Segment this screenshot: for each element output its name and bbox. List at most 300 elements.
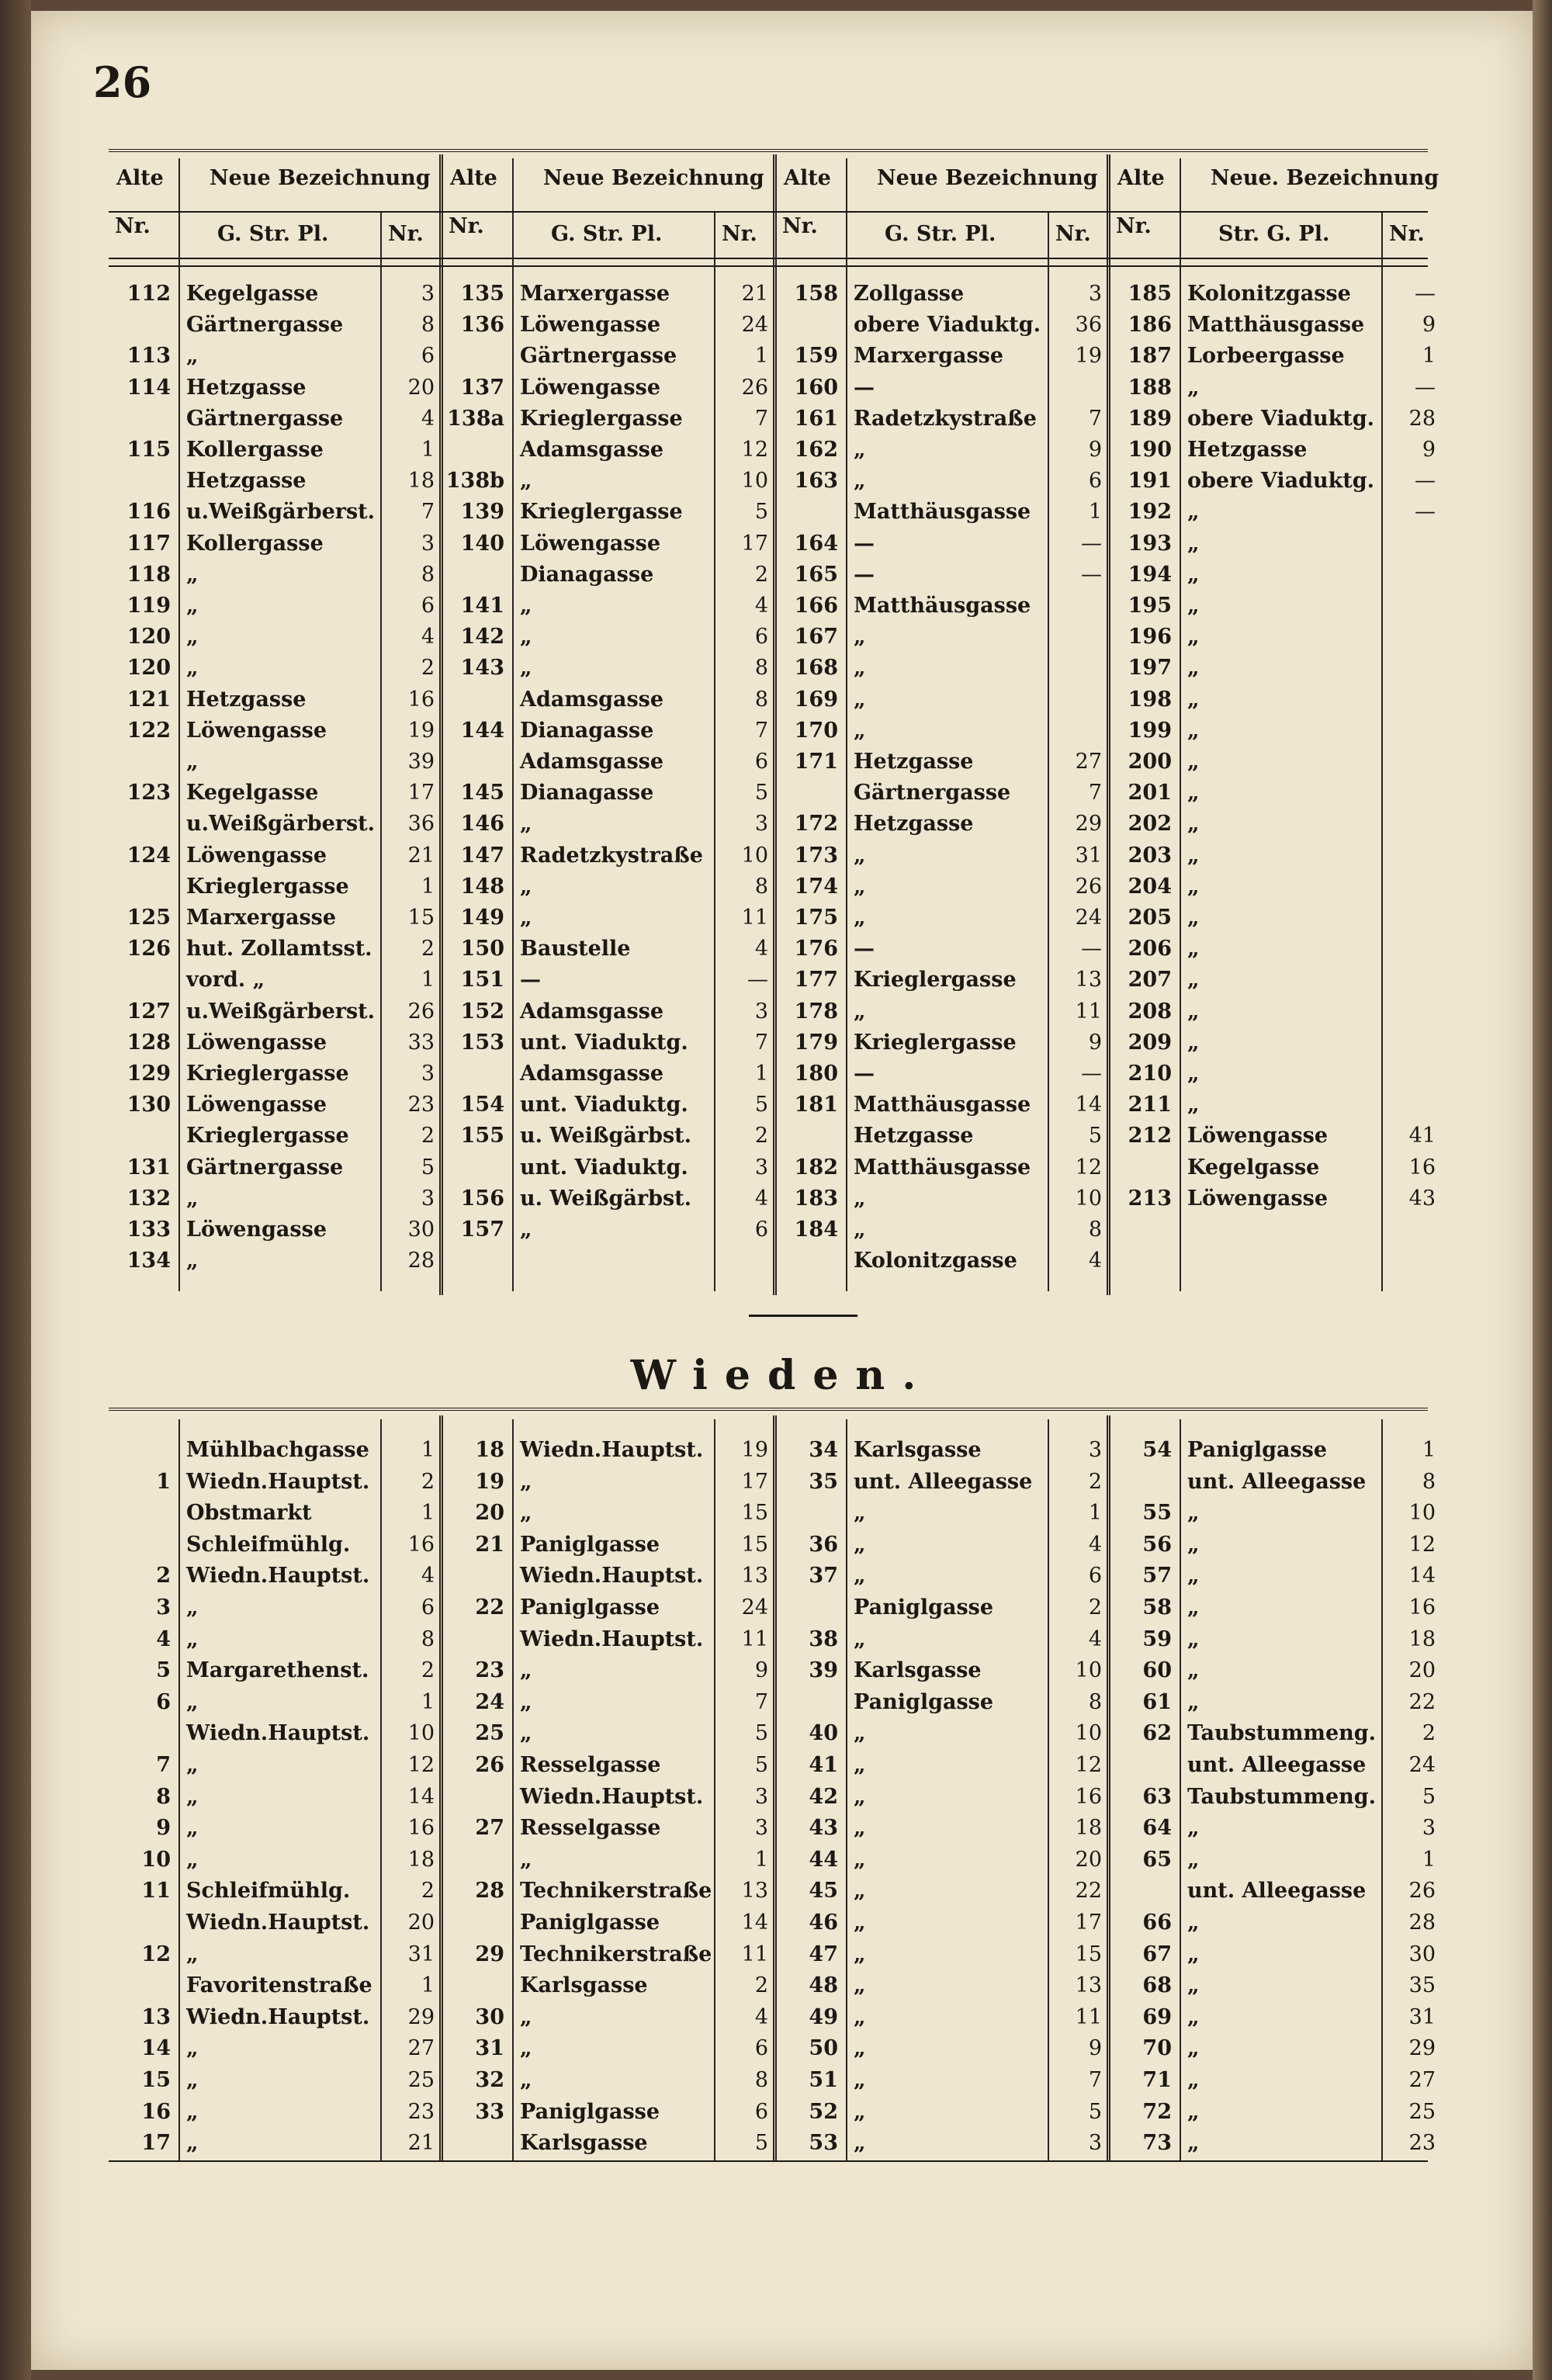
table-row: [442, 1058, 776, 1090]
new-number: 7: [754, 1030, 768, 1055]
street-name: „: [520, 1689, 532, 1714]
street-name: „: [520, 1847, 532, 1872]
new-number: 8: [1088, 1218, 1102, 1242]
new-number: 5: [1088, 1124, 1102, 1148]
street-name: hut. Zollamtsst.: [186, 937, 372, 961]
old-number: 43: [809, 1816, 838, 1841]
new-number: 6: [754, 2099, 768, 2124]
new-number: 19: [407, 718, 435, 743]
new-number: 11: [1075, 999, 1102, 1024]
table-row: [1110, 2097, 1443, 2128]
street-name: Krieglergasse: [186, 1062, 349, 1086]
old-number: 49: [809, 2004, 838, 2029]
table-row: [1110, 2128, 1443, 2159]
street-name: „: [186, 2131, 199, 2156]
street-name: „: [186, 562, 199, 587]
street-name: Paniglgasse: [520, 1595, 660, 1620]
street-name: Matthäusgasse: [854, 594, 1031, 618]
old-number: 199: [1128, 718, 1172, 743]
old-number: 41: [809, 1753, 838, 1777]
street-name: unt. Viaduktg.: [520, 1155, 688, 1180]
old-number: 14: [141, 2036, 171, 2061]
table-row: [442, 2128, 776, 2159]
table-row: [442, 1782, 776, 1813]
new-number: 10: [741, 843, 768, 868]
street-name: „: [1187, 999, 1200, 1024]
table-row: [776, 341, 1110, 372]
old-number: 178: [794, 999, 838, 1024]
new-number: 1: [1088, 1501, 1102, 1526]
old-number: 126: [126, 937, 171, 961]
street-name: „: [1187, 2004, 1200, 2029]
street-name: „: [854, 2036, 866, 2061]
old-number: 181: [794, 1093, 838, 1117]
table-row: [442, 1970, 776, 2001]
old-number: 138b: [445, 469, 504, 494]
table-row: [442, 871, 776, 902]
table-row: [442, 653, 776, 684]
street-name: u.Weißgärberst.: [186, 812, 376, 837]
new-number: 6: [754, 1218, 768, 1242]
new-number: 1: [421, 1501, 435, 1526]
street-name: „: [854, 1627, 866, 1651]
old-number: 115: [126, 438, 171, 462]
new-number: 1: [421, 968, 435, 993]
new-number: 2: [1422, 1721, 1436, 1746]
new-number: 6: [754, 625, 768, 650]
street-name: Paniglgasse: [854, 1595, 994, 1620]
new-number: 6: [1088, 1564, 1102, 1588]
table-row: [109, 372, 442, 404]
old-number: 194: [1128, 562, 1172, 587]
street-name: —: [854, 937, 875, 961]
street-name: „: [854, 2068, 866, 2092]
old-number: 40: [809, 1721, 838, 1746]
table-row: [776, 466, 1110, 497]
table-row: [109, 1845, 442, 1876]
table-row: [442, 1750, 776, 1781]
street-name: Paniglgasse: [1187, 1438, 1328, 1462]
street-name: „: [854, 2099, 866, 2124]
street-name: Wiedn.Hauptst.: [520, 1438, 704, 1462]
street-name: „: [1187, 2099, 1200, 2124]
new-number: 23: [407, 2099, 435, 2124]
new-number: 3: [421, 531, 435, 556]
old-number: 5: [156, 1658, 171, 1683]
table-row: [442, 2065, 776, 2096]
old-number: 169: [794, 687, 838, 712]
street-name: „: [854, 1847, 866, 1872]
street-name: „: [1187, 937, 1200, 961]
street-name: „: [1187, 812, 1200, 837]
street-name: Löwengasse: [520, 531, 660, 556]
table-row: [442, 622, 776, 653]
table-row: [1110, 1183, 1443, 1214]
street-name: „: [186, 2068, 199, 2092]
new-number: —: [1415, 469, 1436, 494]
old-number: 125: [126, 906, 171, 930]
table-row: [109, 1058, 442, 1090]
street-name: „: [1187, 968, 1200, 993]
table-row: [776, 715, 1110, 747]
old-number: 173: [794, 843, 838, 868]
table-row: [442, 1214, 776, 1245]
table-row: [109, 279, 442, 310]
street-name: Radetzkystraße: [854, 406, 1037, 431]
street-name: Karlsgasse: [854, 1438, 982, 1462]
table-row: [776, 1467, 1110, 1498]
table-row: [442, 497, 776, 528]
old-number: 143: [460, 656, 504, 681]
new-number: 1: [421, 1973, 435, 1998]
old-number: 10: [141, 1847, 171, 1872]
street-name: „: [1187, 1942, 1200, 1966]
header-neue: Neue Bezeichnung: [877, 166, 1098, 190]
street-name: „: [1187, 656, 1200, 681]
table-row: [776, 1624, 1110, 1655]
street-name: „: [1187, 375, 1200, 400]
street-name: „: [1187, 1973, 1200, 1998]
table-row: [776, 778, 1110, 809]
old-number: 119: [126, 594, 171, 618]
new-number: 8: [1088, 1689, 1102, 1714]
new-number: 3: [754, 999, 768, 1024]
old-number: 44: [809, 1847, 838, 1872]
table-row: [776, 1152, 1110, 1183]
street-name: Wiedn.Hauptst.: [186, 2004, 370, 2029]
old-number: 113: [126, 344, 171, 369]
new-number: 15: [741, 1501, 768, 1526]
table-row: [776, 684, 1110, 715]
street-name: —: [854, 562, 875, 587]
table-row: [1110, 279, 1443, 310]
table-row: [109, 1718, 442, 1749]
street-name: Krieglergasse: [186, 1124, 349, 1148]
new-number: 30: [407, 1218, 435, 1242]
table-row: [442, 528, 776, 559]
new-number: 25: [407, 2068, 435, 2092]
new-number: 3: [754, 1784, 768, 1809]
table-row: [109, 1592, 442, 1623]
street-name: „: [854, 1816, 866, 1841]
old-number: 170: [794, 718, 838, 743]
table-row: [442, 1907, 776, 1938]
street-name: „: [1187, 1658, 1200, 1683]
new-number: —: [1081, 937, 1102, 961]
table-row: [109, 559, 442, 591]
old-number: 28: [475, 1879, 504, 1904]
new-number: 20: [407, 375, 435, 400]
new-number: 10: [1408, 1501, 1436, 1526]
table-row: [776, 1813, 1110, 1844]
new-number: 3: [1088, 2131, 1102, 2156]
street-name: „: [1187, 531, 1200, 556]
table-row: [442, 1813, 776, 1844]
street-name: „: [854, 718, 866, 743]
new-number: 39: [407, 750, 435, 774]
street-name: Marxergasse: [520, 282, 670, 306]
street-name: „: [854, 1942, 866, 1966]
table-row: [776, 2002, 1110, 2033]
new-number: 7: [1088, 781, 1102, 805]
street-name: „: [854, 687, 866, 712]
table-row: [109, 1214, 442, 1245]
old-number: 18: [475, 1438, 504, 1462]
old-number: 47: [809, 1942, 838, 1966]
table-row: [776, 1121, 1110, 1152]
table-row: [442, 341, 776, 372]
old-number: 123: [126, 781, 171, 805]
table-row: [776, 747, 1110, 778]
old-number: 37: [809, 1564, 838, 1588]
old-number: 185: [1128, 282, 1172, 306]
new-number: 27: [1075, 750, 1102, 774]
old-number: 54: [1142, 1438, 1172, 1462]
table-row: [109, 1435, 442, 1466]
old-number: 150: [460, 937, 504, 961]
table-row: [1110, 840, 1443, 871]
new-number: 2: [754, 1124, 768, 1148]
old-number: 135: [460, 282, 504, 306]
street-name: Wiedn.Hauptst.: [186, 1564, 370, 1588]
header-neue: Neue. Bezeichnung: [1211, 166, 1439, 190]
street-name: „: [186, 1249, 199, 1273]
street-name: Hetzgasse: [854, 812, 974, 837]
old-number: 166: [794, 594, 838, 618]
old-number: 112: [126, 282, 171, 306]
street-name: Adamsgasse: [520, 438, 664, 462]
table-row: [776, 1970, 1110, 2001]
street-name: „: [1187, 718, 1200, 743]
new-number: 1: [421, 874, 435, 899]
new-number: 4: [1088, 1627, 1102, 1651]
new-number: 3: [754, 1155, 768, 1180]
old-number: 21: [475, 1532, 504, 1557]
table-row: [1110, 466, 1443, 497]
new-number: 26: [741, 375, 768, 400]
street-name: obere Viaduktg.: [854, 313, 1041, 338]
street-name: „: [854, 625, 866, 650]
street-name: „: [854, 469, 866, 494]
old-number: 70: [1142, 2036, 1172, 2061]
street-name: Hetzgasse: [186, 687, 307, 712]
street-name: Hetzgasse: [854, 1124, 974, 1148]
old-number: 130: [126, 1093, 171, 1117]
table-row: [1110, 2065, 1443, 2096]
new-number: 3: [421, 1186, 435, 1211]
street-name: „: [1187, 1093, 1200, 1117]
table-row: [442, 1655, 776, 1686]
old-number: 2: [156, 1564, 171, 1588]
street-name: u. Weißgärbst.: [520, 1186, 692, 1211]
new-number: —: [747, 968, 768, 993]
new-number: 11: [741, 1942, 768, 1966]
new-number: —: [1081, 1062, 1102, 1086]
street-name: „: [186, 344, 199, 369]
table-row: [442, 2097, 776, 2128]
old-number: 7: [156, 1753, 171, 1777]
table-row: [1110, 1876, 1443, 1907]
table-row: [776, 1845, 1110, 1876]
old-number: 201: [1128, 781, 1172, 805]
table-row: [109, 1183, 442, 1214]
new-number: 3: [1422, 1816, 1436, 1841]
street-name: „: [1187, 625, 1200, 650]
table-row: [776, 965, 1110, 996]
new-number: 19: [1075, 344, 1102, 369]
street-name: Matthäusgasse: [1187, 313, 1365, 338]
street-name: Adamsgasse: [520, 1062, 664, 1086]
table-row: [776, 1245, 1110, 1277]
new-number: 12: [1408, 1532, 1436, 1557]
new-number: 19: [741, 1438, 768, 1462]
new-number: 23: [1408, 2131, 1436, 2156]
old-number: 186: [1128, 313, 1172, 338]
table-row: [1110, 2002, 1443, 2033]
old-number: 147: [460, 843, 504, 868]
new-number: 9: [754, 1658, 768, 1683]
old-number: 133: [126, 1218, 171, 1242]
street-name: Marxergasse: [854, 344, 1004, 369]
table-row: [442, 747, 776, 778]
table-row: [109, 1530, 442, 1561]
table-row: [109, 466, 442, 497]
old-number: 207: [1128, 968, 1172, 993]
street-name: Zollgasse: [854, 282, 965, 306]
table-row: [109, 965, 442, 996]
table-row: [1110, 1907, 1443, 1938]
old-number: 6: [156, 1689, 171, 1714]
street-name: „: [520, 656, 532, 681]
table-row: [1110, 1090, 1443, 1121]
new-number: 21: [407, 843, 435, 868]
new-number: 13: [741, 1879, 768, 1904]
old-number: 144: [460, 718, 504, 743]
old-number: 29: [475, 1942, 504, 1966]
street-name: „: [1187, 750, 1200, 774]
street-name: „: [854, 906, 866, 930]
table-row: [109, 1813, 442, 1844]
new-number: 3: [421, 282, 435, 306]
table-row: [109, 653, 442, 684]
old-number: 9: [156, 1816, 171, 1841]
old-number: 127: [126, 999, 171, 1024]
table-row: [776, 902, 1110, 934]
new-number: 24: [1408, 1753, 1436, 1777]
new-number: —: [1415, 375, 1436, 400]
street-name: Adamsgasse: [520, 999, 664, 1024]
old-number: 196: [1128, 625, 1172, 650]
old-number: 69: [1142, 2004, 1172, 2029]
old-number: 188: [1128, 375, 1172, 400]
new-number: 6: [421, 594, 435, 618]
old-number: 212: [1128, 1124, 1172, 1148]
street-name: Krieglergasse: [520, 500, 683, 525]
new-number: —: [1081, 531, 1102, 556]
table-row: [1110, 1467, 1443, 1498]
street-name: Kegelgasse: [186, 282, 319, 306]
street-name: „: [520, 1658, 532, 1683]
new-number: 17: [741, 531, 768, 556]
new-number: 18: [1075, 1816, 1102, 1841]
new-number: 20: [1408, 1658, 1436, 1683]
street-name: „: [520, 1501, 532, 1526]
new-number: 9: [1422, 313, 1436, 338]
old-number: 157: [460, 1218, 504, 1242]
table-row: [1110, 1970, 1443, 2001]
street-name: „: [1187, 1030, 1200, 1055]
old-number: 176: [794, 937, 838, 961]
header-nr-right: Nr.: [1055, 222, 1091, 246]
old-number: 63: [1142, 1784, 1172, 1809]
street-name: Wiedn.Hauptst.: [186, 1469, 370, 1494]
table-row: [109, 2002, 442, 2033]
new-number: 1: [754, 1062, 768, 1086]
street-name: „: [1187, 1689, 1200, 1714]
new-number: 2: [421, 1658, 435, 1683]
table-row: [776, 310, 1110, 341]
new-number: 9: [1088, 2036, 1102, 2061]
street-name: Adamsgasse: [520, 750, 664, 774]
old-number: 161: [794, 406, 838, 431]
table-row: [442, 965, 776, 996]
new-number: 10: [741, 469, 768, 494]
table-row: [442, 934, 776, 965]
header-neue: Neue Bezeichnung: [543, 166, 764, 190]
table-row: [776, 435, 1110, 466]
table-row: [776, 528, 1110, 559]
table-row: [1110, 1782, 1443, 1813]
old-number: 184: [794, 1218, 838, 1242]
street-name: Hetzgasse: [186, 375, 307, 400]
table-row: [776, 1090, 1110, 1121]
table-row: [109, 2128, 442, 2159]
old-number: 213: [1128, 1186, 1172, 1211]
old-number: 25: [475, 1721, 504, 1746]
street-name: Marxergasse: [186, 906, 337, 930]
new-number: 1: [1088, 500, 1102, 525]
old-number: 24: [475, 1689, 504, 1714]
new-number: 8: [421, 562, 435, 587]
book-spine: [0, 0, 31, 2380]
old-number: 33: [475, 2099, 504, 2124]
street-name: „: [854, 843, 866, 868]
street-name: „: [1187, 1847, 1200, 1872]
street-name: —: [854, 531, 875, 556]
new-number: 10: [407, 1721, 435, 1746]
street-name: „: [520, 2004, 532, 2029]
new-number: 22: [1075, 1879, 1102, 1904]
table-row: [1110, 1592, 1443, 1623]
new-number: —: [1081, 562, 1102, 587]
street-name: „: [854, 1564, 866, 1588]
street-name: unt. Viaduktg.: [520, 1030, 688, 1055]
table-row: [109, 1750, 442, 1781]
street-name: Adamsgasse: [520, 687, 664, 712]
old-number: 180: [794, 1062, 838, 1086]
new-number: 18: [1408, 1627, 1436, 1651]
table-row: [776, 1561, 1110, 1592]
header-alte: Alte: [116, 166, 164, 190]
new-number: 14: [1408, 1564, 1436, 1588]
new-number: 2: [421, 1124, 435, 1148]
table-row: [442, 1183, 776, 1214]
table-row: [1110, 310, 1443, 341]
old-number: 128: [126, 1030, 171, 1055]
street-name: „: [1187, 1911, 1200, 1935]
new-number: 26: [407, 999, 435, 1024]
old-number: 197: [1128, 656, 1172, 681]
